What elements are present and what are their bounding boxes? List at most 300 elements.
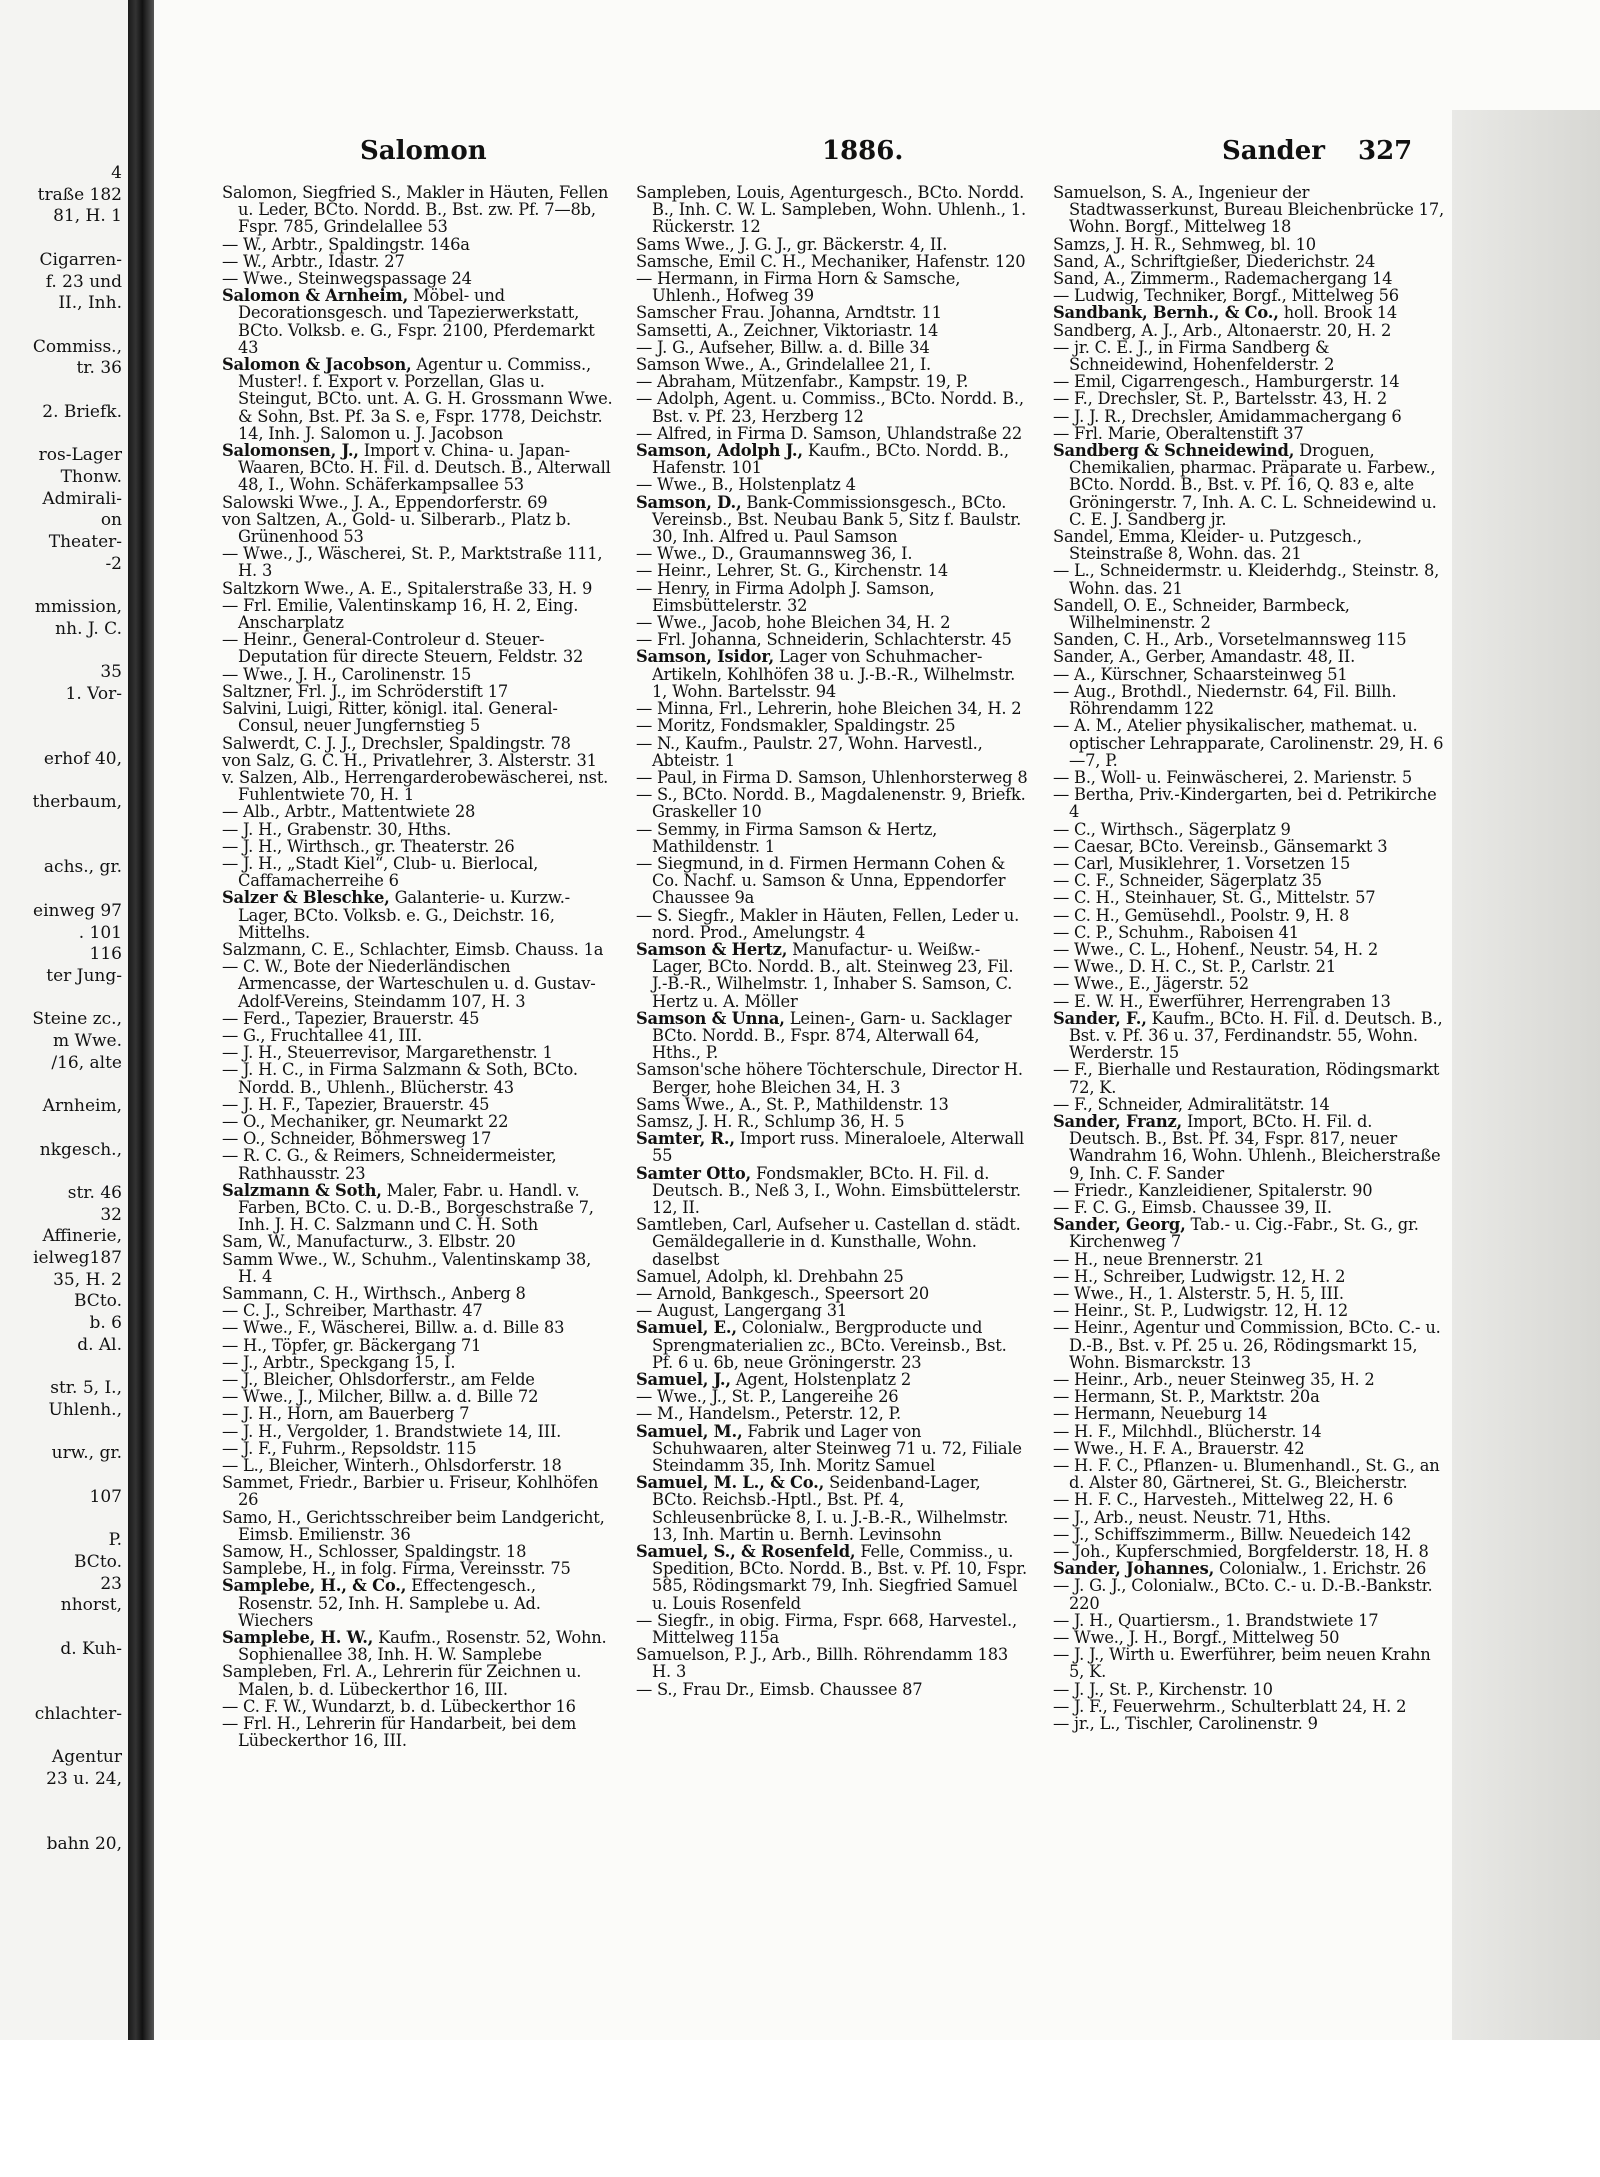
directory-entry xyxy=(636,322,1028,339)
entry-text: Agentur u. Commiss., Muster!. f. Export v. Porzellan, Glas u. Steingut, BCto. unt. A. G. H. Grossmann Wwe. & Sohn, Bst. Pf. 3a S. e, Fspr. 1778, Deichstr. 14, Inh. J. Salomon u. J. Jacobson xyxy=(238,355,613,443)
directory-entry xyxy=(222,356,614,442)
directory-entry xyxy=(636,494,1028,546)
entry-text: — H. F., Milchhdl., Blücherstr. 14 xyxy=(1053,1421,1322,1441)
directory-entry xyxy=(222,270,614,287)
facing-page-text: Agentur xyxy=(51,1747,122,1768)
directory-entry xyxy=(222,1233,614,1250)
facing-page-text: 23 xyxy=(100,1573,122,1594)
facing-page-text: erhof 40, xyxy=(43,748,122,769)
directory-entry xyxy=(636,1268,1028,1285)
entry-firm-name: Samson & Unna, xyxy=(636,1008,785,1028)
entry-text: Import v. China- u. Japan-Waaren, BCto. H. Fil. d. Deutsch. B., Alterwall 48, I., Wohn. Schäferkampsallee 53 xyxy=(238,441,611,495)
entry-text: — J. H., Vergolder, 1. Brandstwiete 14, III. xyxy=(222,1421,562,1441)
entry-text: Effectengesch., Rosenstr. 52, Inh. H. Samplebe u. Ad. Wiechers xyxy=(238,1576,541,1630)
entry-text: — J. F., Fuhrm., Repsoldstr. 115 xyxy=(222,1438,477,1458)
entry-text: Samscher Frau. Johanna, Arndtstr. 11 xyxy=(636,303,942,323)
entry-text: — Wwe., Steinwegspassage 24 xyxy=(222,269,472,289)
entry-text: Maler, Fabr. u. Handl. v. Farben, BCto. C. u. D.-B., Borgeschstraße 7, Inh. J. H. C. Salzmann und C. H. Soth xyxy=(238,1180,594,1235)
directory-entry xyxy=(222,821,614,838)
entry-text: Samson Wwe., A., Grindelallee 21, I. xyxy=(636,355,932,375)
entry-text: — S., Frau Dr., Eimsb. Chaussee 87 xyxy=(636,1679,923,1699)
entry-firm-name: Sandberg & Schneidewind, xyxy=(1053,441,1295,461)
directory-entry xyxy=(1053,1010,1445,1062)
entry-text: — Carl, Musiklehrer, 1. Vorsetzen 15 xyxy=(1053,853,1351,873)
entry-text: Colonialw., 1. Erichstr. 26 xyxy=(1214,1559,1427,1579)
entry-text: — M., Handelsm., Peterstr. 12, P. xyxy=(636,1404,901,1424)
directory-entry xyxy=(222,1130,614,1147)
directory-entry xyxy=(222,184,614,236)
directory-entry xyxy=(222,838,614,855)
facing-page-text: Admirali- xyxy=(42,488,122,509)
directory-entry xyxy=(222,1577,614,1629)
directory-entry xyxy=(1053,597,1445,631)
directory-entry xyxy=(1053,1251,1445,1268)
directory-entry xyxy=(1053,1526,1445,1543)
directory-entry xyxy=(222,236,614,253)
entry-firm-name: Samplebe, H. W., xyxy=(222,1628,374,1648)
directory-entry xyxy=(636,1302,1028,1319)
entry-text: — O., Mechaniker, gr. Neumarkt 22 xyxy=(222,1111,509,1131)
entry-text: — Wwe., J. H., Carolinenstr. 15 xyxy=(222,664,472,684)
facing-page-text: chlachter- xyxy=(34,1703,122,1724)
directory-entry xyxy=(222,1319,614,1336)
entry-text: — A. M., Atelier physikalischer, mathemat. u. optischer Lehrapparate, Carolinenstr. 29, H. 6—7, P. xyxy=(1053,716,1444,770)
directory-entry xyxy=(1053,855,1445,872)
directory-entry xyxy=(636,1165,1028,1217)
entry-text: — Wwe., H. F. A., Brauerstr. 42 xyxy=(1053,1438,1305,1458)
entry-text: — Frl. Johanna, Schneiderin, Schlachterstr. 45 xyxy=(636,630,1012,650)
page-edge-shadow xyxy=(1452,110,1600,2040)
entry-text: v. Salzen, Alb., Herrengarderobewäscherei, nst. Fuhlentwiete 70, H. 1 xyxy=(222,767,609,805)
directory-entry xyxy=(222,1061,614,1095)
directory-entry xyxy=(1053,907,1445,924)
directory-entry xyxy=(222,1663,614,1697)
entry-text: — F., Schneider, Admiralitätstr. 14 xyxy=(1053,1094,1330,1114)
directory-entry xyxy=(636,304,1028,321)
directory-entry xyxy=(222,1474,614,1508)
directory-entry xyxy=(1053,390,1445,407)
directory-entry xyxy=(1053,1113,1445,1182)
directory-entry xyxy=(1053,786,1445,820)
facing-page-text: Cigarren- xyxy=(39,249,122,270)
entry-text: — Moritz, Fondsmakler, Spaldingstr. 25 xyxy=(636,716,956,736)
directory-entry xyxy=(636,1646,1028,1680)
entry-text: — C. P., Schuhm., Raboisen 41 xyxy=(1053,922,1299,942)
facing-page-text: Theater- xyxy=(48,531,122,552)
facing-page-text: achs., gr. xyxy=(43,857,122,878)
directory-entry xyxy=(222,1010,614,1027)
entry-text: — Heinr., Lehrer, St. G., Kirchenstr. 14 xyxy=(636,561,949,581)
directory-entry xyxy=(636,1371,1028,1388)
directory-entry xyxy=(1053,1440,1445,1457)
entry-text: — H., neue Brennerstr. 21 xyxy=(1053,1249,1265,1269)
entry-text: — Ludwig, Techniker, Borgf., Mittelweg 56 xyxy=(1053,286,1399,306)
directory-entry xyxy=(1053,270,1445,287)
directory-entry xyxy=(636,648,1028,700)
directory-entry xyxy=(222,1405,614,1422)
directory-entry xyxy=(222,580,614,597)
directory-column-3 xyxy=(1053,184,1445,1732)
directory-entry xyxy=(636,907,1028,941)
entry-text: — Bertha, Priv.-Kindergarten, bei d. Petrikirche 4 xyxy=(1053,785,1437,822)
entry-text: — Wwe., C. L., Hohenf., Neustr. 54, H. 2 xyxy=(1053,939,1379,959)
entry-text: — E. W. H., Ewerführer, Herrengraben 13 xyxy=(1053,991,1391,1011)
entry-text: Samuelson, S. A., Ingenieur der Stadtwasserkunst, Bureau Bleichenbrücke 17, Wohn. Borgf., Mittelweg 18 xyxy=(1053,183,1444,237)
entry-text: — Abraham, Mützenfabr., Kampstr. 19, P. xyxy=(636,372,969,392)
entry-text: Kaufm., BCto. H. Fil. d. Deutsch. B., Bst. v. Pf. 36 u. 37, Ferdinandstr. 55, Wohn. Werderstr. 15 xyxy=(1069,1008,1443,1063)
facing-page-text: Steine zc., xyxy=(32,1009,122,1030)
directory-entry xyxy=(636,1405,1028,1422)
entry-text: — Friedr., Kanzleidiener, Spitalerstr. 90 xyxy=(1053,1180,1373,1200)
directory-entry xyxy=(1053,1199,1445,1216)
directory-entry xyxy=(222,1509,614,1543)
entry-text: — H. F. C., Harvesteh., Mittelweg 22, H. 6 xyxy=(1053,1490,1394,1510)
directory-entry xyxy=(222,941,614,958)
entry-text: — J., Schiffszimmerm., Billw. Neuedeich 142 xyxy=(1053,1524,1412,1544)
directory-entry xyxy=(636,236,1028,253)
directory-entry xyxy=(222,666,614,683)
facing-page-text: ter Jung- xyxy=(46,965,122,986)
entry-text: Sam, W., Manufacturw., 3. Elbstr. 20 xyxy=(222,1232,516,1252)
entry-text: Samow, H., Schlosser, Spaldingstr. 18 xyxy=(222,1542,527,1562)
directory-entry xyxy=(1053,993,1445,1010)
directory-entry xyxy=(1053,1096,1445,1113)
directory-entry xyxy=(1053,1715,1445,1732)
entry-text: — Henry, in Firma Adolph J. Samson, Eimsbüttelerstr. 32 xyxy=(636,578,935,615)
entry-firm-name: Sander, Franz, xyxy=(1053,1111,1182,1131)
entry-text: — O., Schneider, Böhmersweg 17 xyxy=(222,1129,492,1149)
entry-firm-name: Samter, R., xyxy=(636,1129,735,1149)
directory-entry xyxy=(1053,1182,1445,1199)
entry-text: — H., Töpfer, gr. Bäckergang 71 xyxy=(222,1335,482,1355)
facing-page-text: bahn 20, xyxy=(46,1833,122,1854)
facing-page-text: 107 xyxy=(89,1486,122,1507)
directory-entry xyxy=(1053,1268,1445,1285)
entry-text: — J. J., St. P., Kirchenstr. 10 xyxy=(1053,1679,1273,1699)
directory-entry xyxy=(636,735,1028,769)
entry-text: — L., Bleicher, Winterh., Ohlsdorferstr. 18 xyxy=(222,1456,562,1476)
directory-entry xyxy=(222,735,614,752)
directory-entry xyxy=(222,752,614,769)
facing-page-text: BCto. xyxy=(74,1551,122,1572)
directory-entry xyxy=(1053,1371,1445,1388)
entry-firm-name: Sander, Johannes, xyxy=(1053,1559,1215,1579)
facing-page-text: urw., gr. xyxy=(51,1443,122,1464)
entry-text: Sander, A., Gerber, Amandastr. 48, II. xyxy=(1053,647,1356,667)
directory-entry xyxy=(222,1423,614,1440)
directory-entry xyxy=(636,631,1028,648)
entry-text: — Wwe., D., Graumannsweg 36, I. xyxy=(636,544,913,564)
entry-text: — Siegfr., in obig. Firma, Fspr. 668, Harvestel., Mittelweg 115a xyxy=(636,1610,1017,1648)
entry-text: — Wwe., J. H., Borgf., Mittelweg 50 xyxy=(1053,1628,1340,1648)
entry-text: Samplebe, H., in folg. Firma, Vereinsstr. 75 xyxy=(222,1559,571,1579)
entry-text: Samzs, J. H. R., Sehmweg, bl. 10 xyxy=(1053,234,1316,254)
facing-page-text: . 101 xyxy=(78,922,122,943)
directory-entry xyxy=(222,287,614,356)
entry-text: Kaufm., BCto. Nordd. B., Hafenstr. 101 xyxy=(652,441,1009,478)
entry-text: holl. Brook 14 xyxy=(1278,303,1398,323)
directory-entry xyxy=(636,1388,1028,1405)
entry-firm-name: Samson, D., xyxy=(636,492,742,512)
entry-text: — H. F. C., Pflanzen- u. Blumenhandl., St. G., an d. Alster 80, Gärtnerei, St. G., Bleicherstr. xyxy=(1053,1456,1440,1493)
entry-text: — C. F., Schneider, Sägerplatz 35 xyxy=(1053,871,1322,891)
entry-text: Fabrik und Lager von Schuhwaaren, alter Steinweg 71 u. 72, Filiale Steindamm 35, Inh. Moritz Samuel xyxy=(652,1421,1022,1476)
facing-page-text: str. 46 xyxy=(67,1182,122,1203)
directory-entry xyxy=(222,889,614,941)
directory-entry xyxy=(222,855,614,889)
entry-text: — J. G. J., Colonialw., BCto. C.- u. D.-B.-Bankstr. 220 xyxy=(1053,1576,1433,1613)
directory-entry xyxy=(636,1061,1028,1095)
directory-entry xyxy=(636,476,1028,493)
entry-firm-name: Salzmann & Soth, xyxy=(222,1180,382,1200)
entry-text: Kaufm., Rosenstr. 52, Wohn. Sophienallee 38, Inh. H. W. Samplebe xyxy=(238,1628,607,1665)
facing-page-text: 35 xyxy=(100,662,122,683)
directory-entry xyxy=(222,803,614,820)
entry-text: — Heinr., Arb., neuer Steinweg 35, H. 2 xyxy=(1053,1370,1375,1390)
entry-text: — C. F. W., Wundarzt, b. d. Lübeckerthor 16 xyxy=(222,1696,576,1716)
entry-text: — C., Wirthsch., Sägerplatz 9 xyxy=(1053,819,1291,839)
directory-entry xyxy=(636,1130,1028,1164)
entry-text: Import, BCto. H. Fil. d. Deutsch. B., Bst. Pf. 34, Fspr. 817, neuer Wandrahm 16, Wohn. Uhlenh., Bleicherstraße 9, Inh. C. F. Sander xyxy=(1069,1111,1441,1183)
entry-text: — J. G., Aufseher, Billw. a. d. Bille 34 xyxy=(636,337,930,357)
facing-page-text: therbaum, xyxy=(32,792,122,813)
directory-entry xyxy=(1053,924,1445,941)
entry-text: — J. H. C., in Firma Salzmann & Soth, BCto. Nordd. B., Uhlenh., Blücherstr. 43 xyxy=(222,1060,578,1097)
entry-text: — jr., L., Tischler, Carolinenstr. 9 xyxy=(1053,1714,1318,1734)
entry-firm-name: Samplebe, H., & Co., xyxy=(222,1576,407,1596)
directory-entry xyxy=(636,1216,1028,1268)
directory-entry xyxy=(222,1388,614,1405)
directory-entry xyxy=(222,958,614,1010)
directory-entry xyxy=(222,1457,614,1474)
entry-text: — Heinr., Agentur und Commission, BCto. C.- u. D.-B., Bst. v. Pf. 25 u. 26, Rödingsmarkt 15, Wohn. Bismarckstr. 13 xyxy=(1053,1318,1441,1372)
facing-page-text: on xyxy=(100,510,122,531)
entry-firm-name: Samson & Hertz, xyxy=(636,939,788,959)
entry-text: Colonialw., Bergproducte und Sprengmaterialien zc., BCto. Vereinsb., Bst. Pf. 6 u. 6b, neue Gröningerstr. 23 xyxy=(652,1318,1007,1372)
facing-page-text: -2 xyxy=(105,553,122,574)
facing-page-text: d. Al. xyxy=(77,1334,122,1355)
directory-entry xyxy=(1053,1560,1445,1577)
facing-page-text: tr. 36 xyxy=(76,358,122,379)
entry-text: Sandberg, A. J., Arb., Altonaerstr. 20, H. 2 xyxy=(1053,320,1392,340)
facing-page-fragment xyxy=(0,0,128,2040)
entry-text: Möbel- und Decorationsgesch. und Tapezierwerkstatt, BCto. Volksb. e. G., Fspr. 2100, Pferdemarkt 43 xyxy=(238,286,595,357)
entry-firm-name: Samuel, M. L., & Co., xyxy=(636,1473,825,1493)
directory-entry xyxy=(1053,1457,1445,1491)
facing-page-text: mmission, xyxy=(34,597,122,617)
entry-text: Samo, H., Gerichtsschreiber beim Landgericht, Eimsb. Emilienstr. 36 xyxy=(222,1507,605,1544)
directory-entry xyxy=(222,631,614,665)
facing-page-text: d. Kuh- xyxy=(60,1638,122,1659)
directory-entry xyxy=(636,373,1028,390)
facing-page-text: Commiss., xyxy=(32,336,122,357)
facing-page-text: 81, H. 1 xyxy=(53,206,122,227)
directory-entry xyxy=(1053,1612,1445,1629)
entry-text: Saltzkorn Wwe., A. E., Spitalerstraße 33, H. 9 xyxy=(222,578,593,598)
entry-text: Samuelson, P. J., Arb., Billh. Röhrendamm 183 H. 3 xyxy=(636,1645,1009,1682)
directory-entry xyxy=(1053,717,1445,769)
entry-text: von Salz, G. C. H., Privatlehrer, 3. Alsterstr. 31 xyxy=(222,750,597,770)
directory-entry xyxy=(636,390,1028,424)
entry-text: — C. J., Schreiber, Marthastr. 47 xyxy=(222,1301,483,1321)
directory-entry xyxy=(1053,562,1445,596)
directory-entry xyxy=(222,511,614,545)
directory-entry xyxy=(222,1354,614,1371)
facing-page-text: ielweg187 xyxy=(33,1248,122,1268)
entry-text: — Hermann, in Firma Horn & Samsche, Uhlenh., Hofweg 39 xyxy=(636,269,961,306)
entry-text: Sandell, O. E., Schneider, Barmbeck, Wilhelminenstr. 2 xyxy=(1053,595,1350,633)
directory-entry xyxy=(222,545,614,579)
entry-text: — Hermann, Neueburg 14 xyxy=(1053,1404,1268,1424)
entry-text: von Saltzen, A., Gold- u. Silberarb., Platz b. Grünenhood 53 xyxy=(222,509,571,547)
entry-text: Salwerdt, C. J. J., Drechsler, Spaldingstr. 78 xyxy=(222,733,571,753)
directory-entry xyxy=(222,597,614,631)
directory-entry xyxy=(222,683,614,700)
directory-entry xyxy=(636,1285,1028,1302)
entry-text: — S. Siegfr., Makler in Häuten, Fellen, Leder u. nord. Prod., Amelungstr. 4 xyxy=(636,905,1020,942)
entry-text: Sams Wwe., J. G. J., gr. Bäckerstr. 4, II. xyxy=(636,234,948,254)
directory-entry xyxy=(636,1543,1028,1612)
directory-entry xyxy=(636,717,1028,734)
directory-entry xyxy=(636,580,1028,614)
facing-page-text: P. xyxy=(108,1530,122,1551)
directory-column-2 xyxy=(636,184,1028,1698)
entry-text: — Wwe., Jacob, hohe Bleichen 34, H. 2 xyxy=(636,613,951,633)
entry-text: — Alfred, in Firma D. Samson, Uhlandstraße 22 xyxy=(636,423,1023,443)
entry-text: — W., Arbtr., Spaldingstr. 146a xyxy=(222,234,470,254)
directory-entry xyxy=(636,425,1028,442)
directory-entry xyxy=(222,700,614,734)
directory-entry xyxy=(1053,821,1445,838)
directory-entry xyxy=(1053,1405,1445,1422)
entry-firm-name: Samson, Isidor, xyxy=(636,647,775,667)
directory-entry xyxy=(1053,683,1445,717)
directory-entry xyxy=(1053,1577,1445,1611)
directory-entry xyxy=(222,1371,614,1388)
directory-entry xyxy=(636,339,1028,356)
entry-text: — F., Bierhalle und Restauration, Rödingsmarkt 72, K. xyxy=(1053,1060,1440,1097)
entry-text: — J. H., Horn, am Bauerberg 7 xyxy=(222,1404,470,1424)
entry-text: Fondsmakler, BCto. H. Fil. d. Deutsch. B., Neß 3, I., Wohn. Eimsbüttelerstr. 12, II. xyxy=(652,1163,1021,1217)
entry-text: Leinen-, Garn- u. Sacklager BCto. Nordd. B., Fspr. 874, Alterwall 64, Hths., P. xyxy=(652,1008,1012,1063)
facing-page-text: Affinerie, xyxy=(42,1226,122,1247)
directory-entry xyxy=(222,1147,614,1181)
entry-firm-name: Samter Otto, xyxy=(636,1163,752,1183)
page-number: 327 xyxy=(1358,136,1413,166)
entry-text: — J. H., „Stadt Kiel“, Club- u. Bierlocal, Caffamacherreihe 6 xyxy=(222,853,539,891)
entry-text: — Frl. H., Lehrerin für Handarbeit, bei dem Lübeckerthor 16, III. xyxy=(222,1714,577,1751)
directory-entry xyxy=(1053,236,1445,253)
entry-text: Sandel, Emma, Kleider- u. Putzgesch., Steinstraße 8, Wohn. das. 21 xyxy=(1053,527,1362,564)
facing-page-text: BCto. xyxy=(74,1291,122,1312)
entry-text: Samsetti, A., Zeichner, Viktoriastr. 14 xyxy=(636,320,939,340)
entry-text: — C. H., Gemüsehdl., Poolstr. 9, H. 8 xyxy=(1053,905,1350,925)
directory-entry xyxy=(222,1113,614,1130)
book-gutter xyxy=(128,0,154,2040)
directory-entry xyxy=(222,1285,614,1302)
entry-text: Sampleben, Frl. A., Lehrerin für Zeichnen u. Malen, b. d. Lübeckerthor 16, III. xyxy=(222,1662,582,1699)
directory-entry xyxy=(1053,1629,1445,1646)
entry-text: Salzmann, C. E., Schlachter, Eimsb. Chauss. 1a xyxy=(222,939,604,959)
directory-entry xyxy=(1053,253,1445,270)
directory-entry xyxy=(1053,941,1445,958)
directory-entry xyxy=(636,356,1028,373)
entry-firm-name: Salomonsen, J., xyxy=(222,441,359,461)
entry-firm-name: Samuel, J., xyxy=(636,1370,731,1390)
directory-entry xyxy=(1053,1388,1445,1405)
entry-text: — Alb., Arbtr., Mattentwiete 28 xyxy=(222,802,476,822)
entry-text: — Wwe., J., Milcher, Billw. a. d. Bille 72 xyxy=(222,1387,539,1407)
entry-text: — Wwe., B., Holstenplatz 4 xyxy=(636,475,856,495)
entry-text: Samtleben, Carl, Aufseher u. Castellan d. städt. Gemäldegallerie in d. Kunsthalle, Wohn. daselbst xyxy=(636,1215,1021,1269)
facing-page-text: 4 xyxy=(111,163,122,183)
entry-text: — Heinr., General-Controleur d. Steuer-Deputation für directe Steuern, Feldstr. 32 xyxy=(222,630,584,667)
directory-entry xyxy=(1053,1319,1445,1371)
entry-text: Import russ. Mineraloele, Alterwall 55 xyxy=(652,1129,1025,1166)
directory-entry xyxy=(636,562,1028,579)
entry-text: — Siegmund, in d. Firmen Hermann Cohen & Co. Nachf. u. Samson & Unna, Eppendorfer Chaussee 9a xyxy=(636,853,1006,908)
entry-text: — S., BCto. Nordd. B., Magdalenenstr. 9, Briefk. Graskeller 10 xyxy=(636,785,1026,822)
facing-page-text: /16, alte xyxy=(51,1052,122,1073)
facing-page-text: nh. J. C. xyxy=(55,618,122,639)
entry-text: — Wwe., F., Wäscherei, Billw. a. d. Bille 83 xyxy=(222,1318,565,1338)
facing-page-text: Uhlenh., xyxy=(48,1399,122,1420)
facing-page-text: 116 xyxy=(89,944,122,965)
entry-text: Agent, Holstenplatz 2 xyxy=(730,1370,912,1390)
entry-text: — Heinr., St. P., Ludwigstr. 12, H. 12 xyxy=(1053,1301,1348,1321)
directory-entry xyxy=(636,270,1028,304)
directory-entry xyxy=(636,1010,1028,1062)
entry-text: — C. H., Steinhauer, St. G., Mittelstr. 57 xyxy=(1053,888,1376,908)
entry-text: Samsz, J. H. R., Schlump 36, H. 5 xyxy=(636,1111,905,1131)
directory-entry xyxy=(222,1440,614,1457)
entry-text: Sams Wwe., A., St. P., Mathildenstr. 13 xyxy=(636,1094,949,1114)
entry-firm-name: Samuel, M., xyxy=(636,1421,743,1441)
directory-entry xyxy=(222,1302,614,1319)
directory-entry xyxy=(636,1423,1028,1475)
entry-text: — A., Kürschner, Schaarsteinweg 51 xyxy=(1053,664,1348,684)
entry-text: Salowski Wwe., J. A., Eppendorferstr. 69 xyxy=(222,492,548,512)
page-header xyxy=(210,136,1450,172)
entry-text: — Joh., Kupferschmied, Borgfelderstr. 18, H. 8 xyxy=(1053,1542,1429,1562)
entry-text: Salomon, Siegfried S., Makler in Häuten, Fellen u. Leder, BCto. Nordd. B., Bst. zw. Pf. 7—8b, Fspr. 785, Grindelallee 53 xyxy=(222,183,609,237)
entry-text: — J., Arbtr., Speckgang 15, I. xyxy=(222,1352,456,1372)
entry-text: — Caesar, BCto. Vereinsb., Gänsemarkt 3 xyxy=(1053,836,1388,856)
entry-text: — J., Bleicher, Ohlsdorferstr., am Felde xyxy=(222,1370,535,1390)
entry-text: — Minna, Frl., Lehrerin, hohe Bleichen 34, H. 2 xyxy=(636,699,1022,719)
directory-entry xyxy=(222,1560,614,1577)
entry-firm-name: Samuel, S., & Rosenfeld, xyxy=(636,1542,856,1562)
running-head-right: Sander xyxy=(1222,136,1325,166)
entry-text: — J. H., Wirthsch., gr. Theaterstr. 26 xyxy=(222,836,515,856)
entry-text: — Frl. Marie, Oberaltenstift 37 xyxy=(1053,423,1304,443)
entry-text: — R. C. G., & Reimers, Schneidermeister, Rathhausstr. 23 xyxy=(222,1146,557,1183)
directory-entry xyxy=(636,941,1028,1010)
entry-text: Sampleben, Louis, Agenturgesch., BCto. Nordd. B., Inh. C. W. L. Sampleben, Wohn. Uhlenh., 1. Rückerstr. 12 xyxy=(636,183,1026,237)
facing-page-text: ros-Lager xyxy=(38,445,122,466)
facing-page-text: m Wwe. xyxy=(52,1031,122,1051)
directory-entry xyxy=(1053,872,1445,889)
facing-page-text: nkgesch., xyxy=(39,1139,122,1160)
directory-entry xyxy=(636,1096,1028,1113)
directory-entry xyxy=(636,253,1028,270)
entry-text: — F., Drechsler, St. P., Bartelsstr. 43, H. 2 xyxy=(1053,389,1387,409)
entry-text: Salvini, Luigi, Ritter, königl. ital. General-Consul, neuer Jungfernstieg 5 xyxy=(222,699,558,736)
entry-text: Tab.- u. Cig.-Fabr., St. G., gr. Kirchenweg 7 xyxy=(1069,1215,1419,1252)
directory-entry xyxy=(636,1319,1028,1371)
entry-text: Galanterie- u. Kurzw.-Lager, BCto. Volksb. e. G., Deichstr. 16, Mittelhs. xyxy=(238,888,570,942)
entry-text: Samsche, Emil C. H., Mechaniker, Hafenstr. 120 xyxy=(636,251,1026,271)
